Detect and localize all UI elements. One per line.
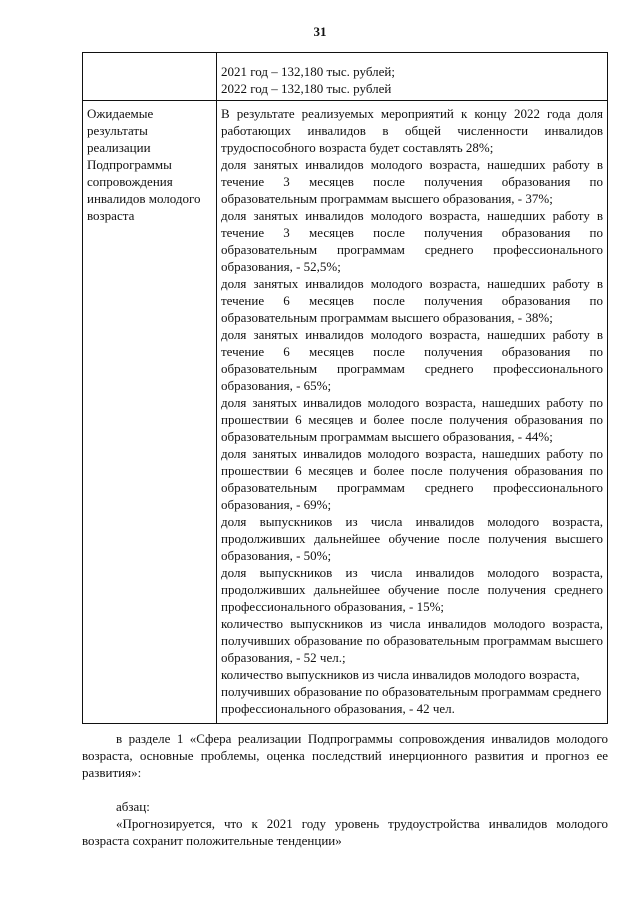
label-line: Ожидаемые	[87, 106, 154, 121]
result-paragraph: доля занятых инвалидов молодого возраста, нашедших работу по прошествии 6 месяцев и более после получения образования по образовательным программам среднего профессионального образования, - 69%;	[221, 446, 603, 512]
result-paragraph: количество выпускников из числа инвалидов молодого возраста, получивших образование по образовательным программам высшего образования, - 52 чел.;	[221, 616, 603, 665]
funding-line-2021: 2021 год – 132,180 тыс. рублей;	[221, 64, 395, 79]
result-paragraph: доля занятых инвалидов молодого возраста, нашедших работу в течение 3 месяцев после получения образования по образовательным программам высшего образования, - 37%;	[221, 157, 603, 206]
page-number: 31	[313, 24, 327, 39]
label-line: Подпрограммы	[87, 157, 172, 172]
result-paragraph: доля занятых инвалидов молодого возраста, нашедших работу в течение 6 месяцев после получения образования по образовательным программам высшего образования, - 38%;	[221, 276, 603, 325]
result-paragraph: доля выпускников из числа инвалидов молодого возраста, продолживших дальнейшее обучение после получения высшего образования, - 50%;	[221, 514, 603, 563]
program-table	[82, 52, 608, 724]
paragraph-label: абзац:	[116, 799, 150, 814]
label-line: возраста	[87, 208, 135, 223]
label-line: сопровождения	[87, 174, 173, 189]
label-line: реализации	[87, 140, 151, 155]
result-paragraph: доля занятых инвалидов молодого возраста, нашедших работу по прошествии 6 месяцев и более после получения образования по образовательным программам высшего образования, - 44%;	[221, 395, 603, 444]
result-paragraph: количество выпускников из числа инвалидов молодого возраста, получивших образование по образовательным программам среднего профессионального образования, - 42 чел.	[221, 667, 602, 716]
forecast-quote: «Прогнозируется, что к 2021 году уровень трудоустройства инвалидов молодого возраста сохранит положительные тенденции»	[82, 816, 608, 848]
table-cell-label-empty	[83, 53, 217, 101]
table-cell-expected-results-label	[83, 101, 217, 724]
label-line: инвалидов молодого	[87, 191, 201, 206]
amendment-text	[82, 730, 608, 849]
funding-line-2022: 2022 год – 132,180 тыс. рублей	[221, 81, 392, 96]
table-cell-funding	[217, 53, 608, 101]
result-paragraph: доля занятых инвалидов молодого возраста, нашедших работу в течение 6 месяцев после получения образования по образовательным программам среднего профессионального образования, - 65%;	[221, 327, 603, 393]
section-intro: в разделе 1 «Сфера реализации Подпрограммы сопровождения инвалидов молодого возраста, основные проблемы, оценка последствий инерционного развития и прогноз ее развития»:	[82, 731, 608, 780]
label-line: результаты	[87, 123, 148, 138]
result-paragraph: доля занятых инвалидов молодого возраста, нашедших работу в течение 3 месяцев после получения образования по образовательным программам среднего профессионального образования, - 52,5%;	[221, 208, 603, 274]
result-paragraph: доля выпускников из числа инвалидов молодого возраста, продолживших дальнейшее обучение после получения среднего профессионального образования, - 15%;	[221, 565, 603, 614]
table-row-expected-results	[83, 101, 608, 724]
table-row-funding	[83, 53, 608, 101]
table-cell-expected-results	[217, 101, 608, 724]
result-paragraph: В результате реализуемых мероприятий к концу 2022 года доля работающих инвалидов в общей численности инвалидов трудоспособного возраста будет составлять 28%;	[221, 106, 603, 155]
